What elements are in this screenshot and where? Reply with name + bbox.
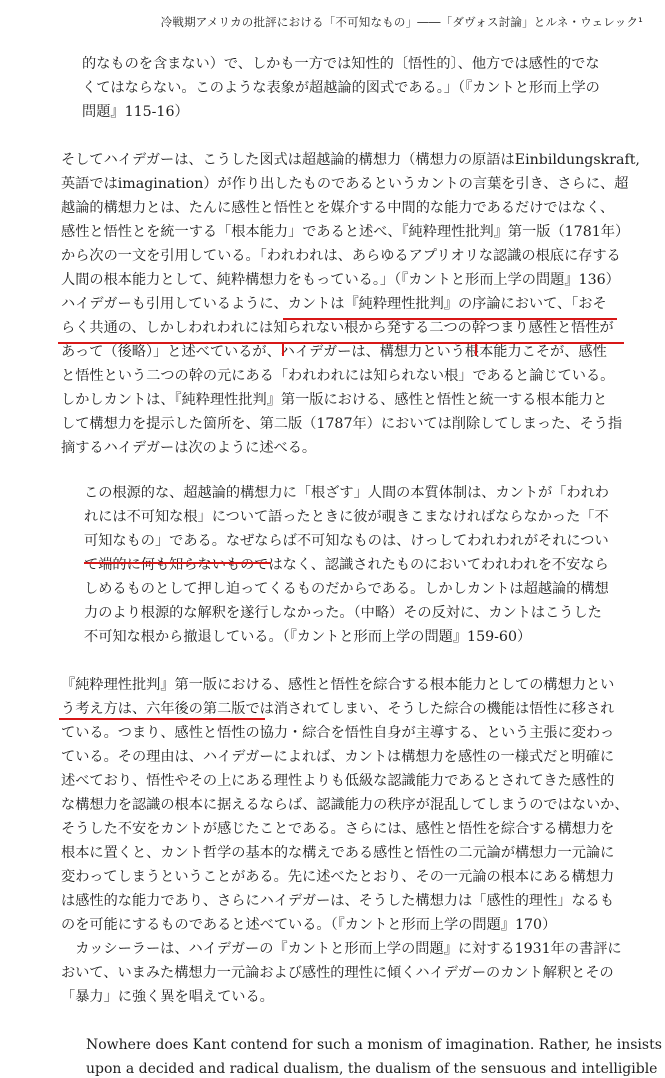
body1-line: しかしカントは、『純粋理性批判』第一版における、感性と悟性と統一する根本能力と — [61, 392, 608, 408]
quote1-line: くてはならない。このような表象が超越論的図式である。」（『カントと形而上学の — [82, 80, 600, 96]
body1-line: から次の一文を引用している。「われわれは、あらゆるアプリオリな認識の根底に存する — [61, 248, 621, 264]
quote2-line: しめるものとして押し迫ってくるものだからである。しかしカントは超越論的構想 — [84, 581, 609, 597]
body2-line: ている。つまり、感性と悟性の協力・綜合を悟性自身が主導する、という主張に変わっ — [61, 725, 615, 741]
body2-line: カッシーラーは、ハイデガーの『カントと形而上学の問題』に対する1931年の書評に — [61, 941, 622, 957]
body2-line: おいて、いまみた構想力一元論および感性的理性に傾くハイデガーのカント解釈とその — [61, 965, 614, 981]
body1-line: 感性と悟性とを統一する「根本能力」であると述べ、『純粋理性批判』第一版（1781年） — [61, 224, 630, 240]
body1-line: らく共通の、しかしわれわれには知られない根から発する二つの幹つまり感性と悟性が — [61, 320, 614, 336]
red-underline-annotation — [59, 718, 265, 720]
body1-line: ハイデガーも引用しているように、カントは『純粋理性批判』の序論において、「おそ — [61, 296, 607, 312]
body2-line: 根本に置くと、カント哲学の基本的な構えである感性と悟性の二元論が構想力一元論に — [61, 845, 615, 861]
red-underline-annotation — [58, 342, 624, 344]
body2-line: う考え方は、六年後の第二版では消されてしまい、そうした綜合の機能は悟性に移され — [61, 701, 615, 717]
running-header: 冷戦期アメリカの批評における「不可知なもの」――「ダヴォス討論」とルネ・ウェレック¹ — [160, 15, 643, 29]
red-bracket-annotation — [282, 342, 284, 356]
body1-line: 英語ではimagination）が作り出したものであるというカントの言葉を引き、さらに、超 — [61, 176, 629, 192]
quote1-line: 問題』115-16） — [82, 104, 189, 120]
body2-line: 「暴力」に強く異を唱えている。 — [61, 989, 274, 1005]
body2-line: そうした不安をカントが感じたことである。さらには、感性と悟性を綜合する構想力を — [61, 821, 615, 837]
body1-line: と悟性という二つの幹の元にある「われわれには知られない根」であると論じている。 — [61, 368, 615, 384]
red-underline-annotation — [84, 562, 271, 564]
body2-line: のを可能にするものであると述べている。（『カントと形而上学の問題』170） — [61, 917, 557, 933]
body2-line: 『純粋理性批判』第一版における、感性と悟性を綜合する根本能力としての構想力とい — [61, 677, 615, 693]
english-quote-line: upon a decided and radical dualism, the dualism of the sensuous and intelligible — [86, 1061, 658, 1077]
body1-line: 摘するハイデガーは次のように述べる。 — [61, 440, 317, 456]
quote2-line: 力のより根源的な解釈を遂行しなかった。（中略）その反対に、カントはこうした — [84, 605, 602, 621]
body1-line: あって（後略）」と述べているが、ハイデガーは、構想力という根本能力こそが、感性 — [61, 344, 607, 360]
quote1-line: 的なものを含まない）で、しかも一方では知性的〔悟性的〕、他方では感性的でな — [82, 56, 600, 72]
quote2-line: 可知なもの」である。なぜならば不可知なものは、けっしてわれわれがそれについ — [84, 533, 609, 549]
body1-line: して構想力を提示した箇所を、第二版（1787年）においては削除してしまった、そう指 — [61, 416, 623, 432]
body1-line: 越論的構想力とは、たんに感性と悟性とを媒介する中間的な能力であるだけではなく、 — [61, 200, 615, 216]
body2-line: 変わってしまうということがある。先に述べたとおり、その一元論の根本にある構想力 — [61, 869, 615, 885]
body2-line: 述べており、悟性やその上にある理性よりも低級な認識能力であるとされてきた感性的 — [61, 773, 615, 789]
quote2-line: れには不可知な根」について語ったときに彼が覗きこまなければならなかった「不 — [84, 509, 609, 525]
body2-line: な構想力を認識の根本に据えるならば、認識能力の秩序が混乱してしまうのではないか、 — [61, 797, 629, 813]
quote2-line: 不可知な根から撤退している。（『カントと形而上学の問題』159-60） — [84, 629, 532, 645]
red-underline-annotation — [283, 318, 617, 320]
body2-line: は感性的な能力であり、さらにハイデガーは、そうした構想力は「感性的理性」なるも — [61, 893, 615, 909]
english-quote-line: Nowhere does Kant contend for such a monism of imagination. Rather, he insists — [86, 1037, 662, 1053]
body1-line: そしてハイデガーは、こうした図式は超越論的構想力（構想力の原語はEinbildungskraft, — [61, 152, 640, 168]
quote2-line: て端的に何も知らないものではなく、認識されたものにおいてわれわれを不安なら — [84, 557, 609, 573]
body2-line: ている。その理由は、ハイデガーによれば、カントは構想力を感性の一様式だと明確に — [61, 749, 615, 765]
red-bracket-annotation — [475, 342, 477, 356]
quote2-line: この根源的な、超越論的構想力に「根ざす」人間の本質体制は、カントが「われわ — [84, 485, 609, 501]
body1-line: 人間の根本能力として、純粋構想力をもっている。」（『カントと形而上学の問題』136） — [61, 272, 620, 288]
